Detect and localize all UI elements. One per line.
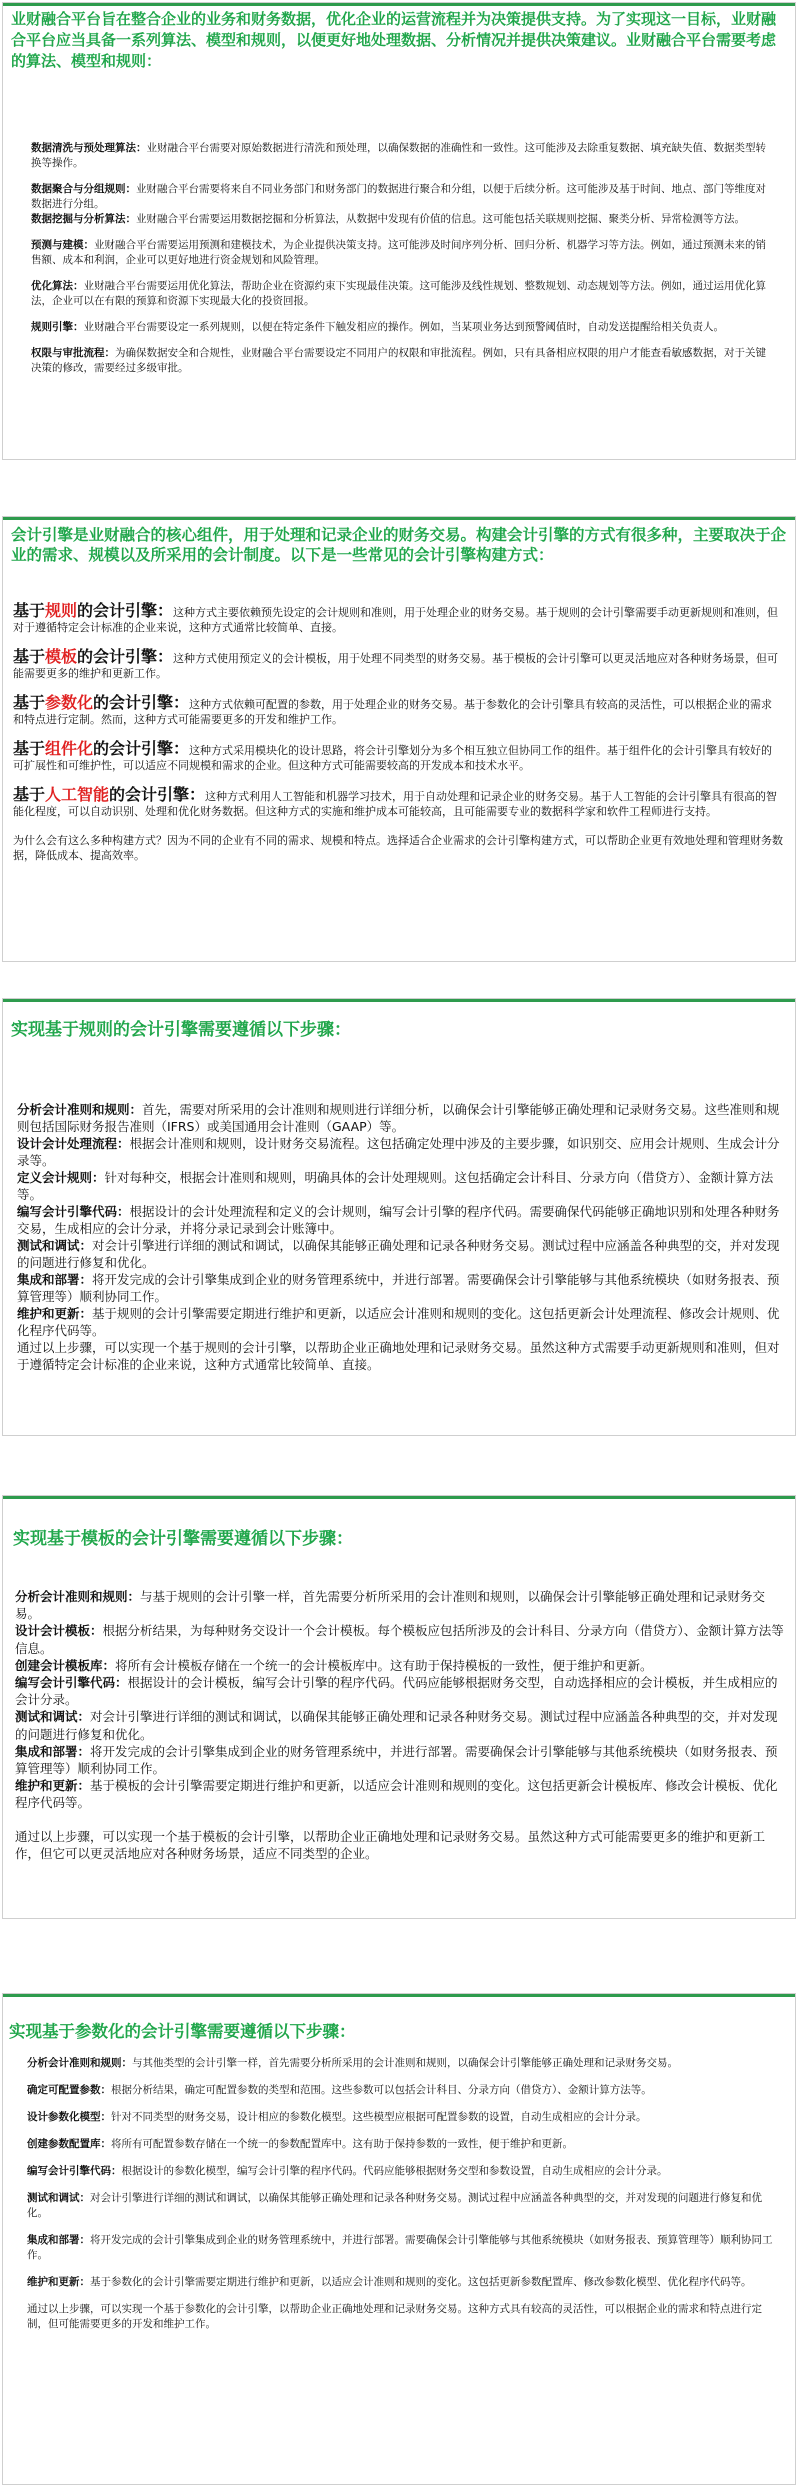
slide2-body xyxy=(13,603,783,863)
item-text: 为确保数据安全和合规性，业财融合平台需要设定不同用户的权限和审批流程。例如，只有具备相应权限的用户才能查看敏感数据，对于关键决策的修改，需要经过多级审批。 xyxy=(31,347,766,374)
slide4-closing: 通过以上步骤，可以实现一个基于模板的会计引擎，以帮助企业正确地处理和记录财务交易。虽然这种方式可能需要更多的维护和更新工作，但它可以更灵活地应对各种财务场景，适应不同类型的企业。 xyxy=(15,1828,766,1861)
step-item xyxy=(17,1101,783,1135)
step-item xyxy=(27,2233,773,2263)
step-label: 编写会计引擎代码： xyxy=(27,2165,122,2177)
item-text: 业财融合平台需要运用优化算法，帮助企业在资源约束下实现最佳决策。这可能涉及线性规划、整数规划、动态规划等方法。例如，通过运用优化算法，企业可以在有限的预算和资源下实现最大化的投资回报。 xyxy=(31,280,766,307)
step-item xyxy=(27,2110,773,2125)
engine-type-text: 这种方式使用预定义的会计模板，用于处理不同类型的财务交易。基于模板的会计引擎可以更灵活地应对各种财务场景，但可能需要更多的维护和更新工作。 xyxy=(13,652,779,680)
step-text: 根据设计的会计处理流程和定义的会计规则，编写会计引擎的程序代码。需要确保代码能够正确地识别和处理各种财务交易，生成相应的会计分录，并将分录记录到会计账簿中。 xyxy=(17,1204,780,1236)
step-label: 集成和部署： xyxy=(17,1272,93,1287)
step-text: 对会计引擎进行详细的测试和调试，以确保其能够正确处理和记录各种财务交易。测试过程中应涵盖各种典型的交，并对发现的问题进行修复和优化。 xyxy=(15,1709,778,1742)
step-item xyxy=(17,1203,783,1237)
step-item xyxy=(27,2083,773,2098)
slide2-closing: 为什么会有这么多种构建方式？因为不同的企业有不同的需求、规模和特点。选择适合企业需求的会计引擎构建方式，可以帮助企业更有效地处理和管理财务数据，降低成本、提高效率。 xyxy=(13,834,783,862)
step-item xyxy=(17,1305,783,1339)
engine-type-text: 这种方式采用模块化的设计思路，将会计引擎划分为多个相互独立但协同工作的组件。基于组件化的会计引擎具有较好的可扩展性和可维护性，可以适应不同规模和需求的企业。但这种方式可能需要较高的开发成本和技术水平。 xyxy=(13,744,773,772)
step-label: 测试和调试： xyxy=(15,1709,91,1725)
slide1-intro: 业财融合平台旨在整合企业的业务和财务数据，优化企业的运营流程并为决策提供支持。为了实现这一目标，业财融合平台应当具备一系列算法、模型和规则，以便更好地处理数据、分析情况并提供决策建议。业财融合平台需要考虑的算法、模型和规则： xyxy=(11,10,777,70)
engine-type-post: 的会计引擎： xyxy=(77,647,174,666)
engine-type-text: 这种方式依赖可配置的参数，用于处理企业的财务交易。基于参数化的会计引擎具有较高的灵活性，可以根据企业的需求和特点进行定制。然而，这种方式可能需要更多的开发和维护工作。 xyxy=(13,698,773,726)
step-text: 将所有会计模板存储在一个统一的会计模板库中。这有助于保持模板的一致性，便于维护和更新。 xyxy=(115,1657,653,1673)
step-text: 对会计引擎进行详细的测试和调试，以确保其能够正确处理和记录各种财务交易。测试过程中应涵盖各种典型的交，并对发现的问题进行修复和优化。 xyxy=(27,2192,762,2219)
step-item xyxy=(15,1708,785,1742)
slide5-title: 实现基于参数化的会计引擎需要遵循以下步骤： xyxy=(9,2022,356,2041)
engine-type-post: 的会计引擎： xyxy=(93,739,190,758)
list-item xyxy=(31,346,771,376)
step-item xyxy=(15,1777,785,1811)
item-label: 权限与审批流程： xyxy=(31,347,115,359)
engine-type-post: 的会计引擎： xyxy=(77,601,174,620)
step-item xyxy=(15,1588,785,1622)
slide5-body xyxy=(27,2056,773,2332)
step-label: 集成和部署： xyxy=(15,1743,91,1759)
step-item xyxy=(27,2137,773,2152)
engine-type-block xyxy=(13,603,783,635)
step-text: 将开发完成的会计引擎集成到企业的财务管理系统中，并进行部署。需要确保会计引擎能够与其他系统模块（如财务报表、预算管理等）顺利协同工作。 xyxy=(27,2234,773,2261)
step-text: 将所有可配置参数存储在一个统一的参数配置库中。这有助于保持参数的一致性，便于维护和更新。 xyxy=(111,2138,573,2150)
item-text: 业财融合平台需要将来自不同业务部门和财务部门的数据进行聚合和分组，以便于后续分析。这可能涉及基于时间、地点、部门等维度对数据进行分组。 xyxy=(31,183,766,210)
step-label: 设计会计模板： xyxy=(15,1623,103,1639)
slide-top-border xyxy=(3,517,795,520)
engine-type-key: 组件化 xyxy=(45,739,94,758)
step-item xyxy=(27,2164,773,2179)
item-label: 优化算法： xyxy=(31,280,84,292)
engine-type-post: 的会计引擎： xyxy=(109,785,206,804)
spacer xyxy=(15,1812,785,1828)
list-item xyxy=(31,182,771,227)
engine-type-pre: 基于 xyxy=(13,739,46,758)
item-text: 业财融合平台需要运用数据挖掘和分析算法，从数据中发现有价值的信息。这可能包括关联规则挖掘、聚类分析、异常检测等方法。 xyxy=(136,213,745,225)
step-text: 针对不同类型的财务交易，设计相应的参数化模型。这些模型应根据可配置参数的设置，自动生成相应的会计分录。 xyxy=(111,2111,647,2123)
item-text: 业财融合平台需要设定一系列规则，以便在特定条件下触发相应的操作。例如，当某项业务达到预警阈值时，自动发送提醒给相关负责人。 xyxy=(83,321,724,333)
step-label: 分析会计准则和规则： xyxy=(17,1102,143,1117)
list-item xyxy=(31,279,771,309)
engine-type-pre: 基于 xyxy=(13,647,46,666)
engine-type-key: 人工智能 xyxy=(45,785,110,804)
slide-top-border xyxy=(3,999,795,1002)
engine-type-block xyxy=(13,787,783,819)
step-label: 编写会计引擎代码： xyxy=(17,1204,130,1219)
step-label: 测试和调试： xyxy=(17,1238,93,1253)
step-label: 测试和调试： xyxy=(27,2192,90,2204)
step-label: 维护和更新： xyxy=(17,1306,93,1321)
step-item xyxy=(15,1743,785,1777)
step-item xyxy=(15,1657,785,1674)
slide4-body xyxy=(15,1588,785,1862)
step-label: 创建会计模板库： xyxy=(15,1657,116,1673)
step-text: 将开发完成的会计引擎集成到企业的财务管理系统中，并进行部署。需要确保会计引擎能够与其他系统模块（如财务报表、预算管理等）顺利协同工作。 xyxy=(17,1272,780,1304)
step-item xyxy=(17,1169,783,1203)
engine-type-text: 这种方式利用人工智能和机器学习技术，用于自动处理和记录企业的财务交易。基于人工智能的会计引擎具有很高的智能化程度，可以自动识别、处理和优化财务数据。但这种方式的实施和维护成本可能较高，且可能需要专业的数据科学家和软件工程师进行支持。 xyxy=(13,790,778,818)
step-text: 基于规则的会计引擎需要定期进行维护和更新，以适应会计准则和规则的变化。这包括更新会计处理流程、修改会计规则、优化程序代码等。 xyxy=(17,1306,780,1338)
slide-parameter-based-steps xyxy=(2,1993,796,2485)
step-text: 对会计引擎进行详细的测试和调试，以确保其能够正确处理和记录各种财务交易。测试过程中应涵盖各种典型的交，并对发现的问题进行修复和优化。 xyxy=(17,1238,780,1270)
engine-type-block xyxy=(13,695,783,727)
step-label: 编写会计引擎代码： xyxy=(15,1675,128,1691)
step-item xyxy=(27,2275,773,2290)
step-label: 集成和部署： xyxy=(27,2234,90,2246)
engine-type-pre: 基于 xyxy=(13,601,46,620)
step-item xyxy=(15,1674,785,1708)
step-label: 分析会计准则和规则： xyxy=(27,2057,132,2069)
step-text: 根据设计的参数化模型，编写会计引擎的程序代码。代码应能够根据财务交型和参数设置，自动生成相应的会计分录。 xyxy=(121,2165,668,2177)
engine-type-pre: 基于 xyxy=(13,785,46,804)
step-label: 设计会计处理流程： xyxy=(17,1136,130,1151)
step-label: 维护和更新： xyxy=(15,1778,91,1794)
step-label: 定义会计规则： xyxy=(17,1170,105,1185)
slide-rule-based-steps xyxy=(2,998,796,1436)
slide3-body xyxy=(17,1101,783,1373)
item-text: 业财融合平台需要对原始数据进行清洗和预处理，以确保数据的准确性和一致性。这可能涉及去除重复数据、填充缺失值、数据类型转换等操作。 xyxy=(31,142,766,169)
step-text: 与其他类型的会计引擎一样，首先需要分析所采用的会计准则和规则，以确保会计引擎能够正确处理和记录财务交易。 xyxy=(132,2057,678,2069)
step-text: 基于参数化的会计引擎需要定期进行维护和更新，以适应会计准则和规则的变化。这包括更新参数配置库、修改参数化模型、优化程序代码等。 xyxy=(90,2276,752,2288)
list-item xyxy=(31,320,771,335)
step-item xyxy=(17,1237,783,1271)
engine-type-pre: 基于 xyxy=(13,693,46,712)
slide-top-border xyxy=(3,1994,795,1997)
item-label: 数据聚合与分组规则： xyxy=(31,183,136,195)
engine-type-key: 规则 xyxy=(45,601,78,620)
step-item xyxy=(27,2056,773,2071)
item-label: 数据清洗与预处理算法： xyxy=(31,142,147,154)
step-text: 与基于规则的会计引擎一样，首先需要分析所采用的会计准则和规则，以确保会计引擎能够正确处理和记录财务交易。 xyxy=(15,1589,766,1622)
engine-type-key: 参数化 xyxy=(45,693,94,712)
engine-type-block xyxy=(13,741,783,773)
step-text: 将开发完成的会计引擎集成到企业的财务管理系统中，并进行部署。需要确保会计引擎能够与其他系统模块（如财务报表、预算管理等）顺利协同工作。 xyxy=(15,1743,778,1777)
slide3-title: 实现基于规则的会计引擎需要遵循以下步骤： xyxy=(11,1020,351,1040)
slide-engine-types xyxy=(2,516,796,962)
step-text: 根据分析结果，为每种财务交设计一个会计模板。每个模板应包括所涉及的会计科目、分录方向（借贷方）、金额计算方法等信息。 xyxy=(15,1623,784,1656)
slide4-title: 实现基于模板的会计引擎需要遵循以下步骤： xyxy=(13,1529,353,1549)
engine-type-text: 这种方式主要依赖预先设定的会计规则和准则，用于处理企业的财务交易。基于规则的会计引擎需要手动更新规则和准则，但对于遵循特定会计标准的企业来说，这种方式通常比较简单、直接。 xyxy=(13,606,779,634)
step-text: 根据分析结果，确定可配置参数的类型和范围。这些参数可以包括会计科目、分录方向（借贷方）、金额计算方法等。 xyxy=(111,2084,652,2096)
step-text: 基于模板的会计引擎需要定期进行维护和更新，以适应会计准则和规则的变化。这包括更新会计模板库、修改会计模板、优化程序代码等。 xyxy=(15,1778,778,1811)
step-text: 首先，需要对所采用的会计准则和规则进行详细分析，以确保会计引擎能够正确处理和记录财务交易。这些准则和规则包括国际财务报告准则（IFRS）或美国通用会计准则（GAAP）等。 xyxy=(17,1102,780,1134)
engine-type-key: 模板 xyxy=(45,647,78,666)
slide-top-border xyxy=(3,1496,795,1499)
slide-template-based-steps xyxy=(2,1495,796,1919)
item-label: 规则引擎： xyxy=(31,321,84,333)
slide5-closing: 通过以上步骤，可以实现一个基于参数化的会计引擎，以帮助企业正确地处理和记录财务交易。这种方式具有较高的灵活性，可以根据企业的需求和特点进行定制，但可能需要更多的开发和维护工作。 xyxy=(27,2303,762,2330)
slide3-closing: 通过以上步骤，可以实现一个基于规则的会计引擎，以帮助企业正确地处理和记录财务交易。虽然这种方式需要手动更新规则和准则，但对于遵循特定会计标准的企业来说，这种方式通常比较简单、直接。 xyxy=(17,1340,780,1372)
step-item xyxy=(17,1135,783,1169)
slide1-list xyxy=(31,141,771,387)
step-text: 针对每种交，根据会计准则和规则，明确具体的会计处理规则。这包括确定会计科目、分录方向（借贷方）、金额计算方法等。 xyxy=(17,1170,774,1202)
slide-top-border xyxy=(3,3,795,6)
step-label: 确定可配置参数： xyxy=(27,2084,111,2096)
slide-platform-algorithms xyxy=(2,2,796,460)
step-label: 分析会计准则和规则： xyxy=(15,1589,141,1604)
step-item xyxy=(17,1271,783,1305)
step-label: 维护和更新： xyxy=(27,2276,90,2288)
list-item xyxy=(31,238,771,268)
engine-type-block xyxy=(13,649,783,681)
step-label: 设计参数化模型： xyxy=(27,2111,111,2123)
step-item xyxy=(27,2191,773,2221)
step-text: 根据设计的会计模板，编写会计引擎的程序代码。代码应能够根据财务交型，自动选择相应的会计模板，并生成相应的会计分录。 xyxy=(15,1675,778,1708)
item-text: 业财融合平台需要运用预测和建模技术，为企业提供决策支持。这可能涉及时间序列分析、回归分析、机器学习等方法。例如，通过预测未来的销售额、成本和利润，企业可以更好地进行资金规划和风险管理。 xyxy=(31,239,766,266)
step-text: 根据会计准则和规则，设计财务交易流程。这包括确定处理中涉及的主要步骤，如识别交、应用会计规则、生成会计分录等。 xyxy=(17,1136,780,1168)
list-item xyxy=(31,141,771,171)
step-item xyxy=(15,1622,785,1656)
engine-type-post: 的会计引擎： xyxy=(93,693,190,712)
step-label: 创建参数配置库： xyxy=(27,2138,111,2150)
item-label: 预测与建模： xyxy=(31,239,94,251)
item-label: 数据挖掘与分析算法： xyxy=(31,213,136,225)
slide2-intro: 会计引擎是业财融合的核心组件，用于处理和记录企业的财务交易。构建会计引擎的方式有很多种，主要取决于企业的需求、规模以及所采用的会计制度。以下是一些常见的会计引擎构建方式： xyxy=(11,526,787,564)
